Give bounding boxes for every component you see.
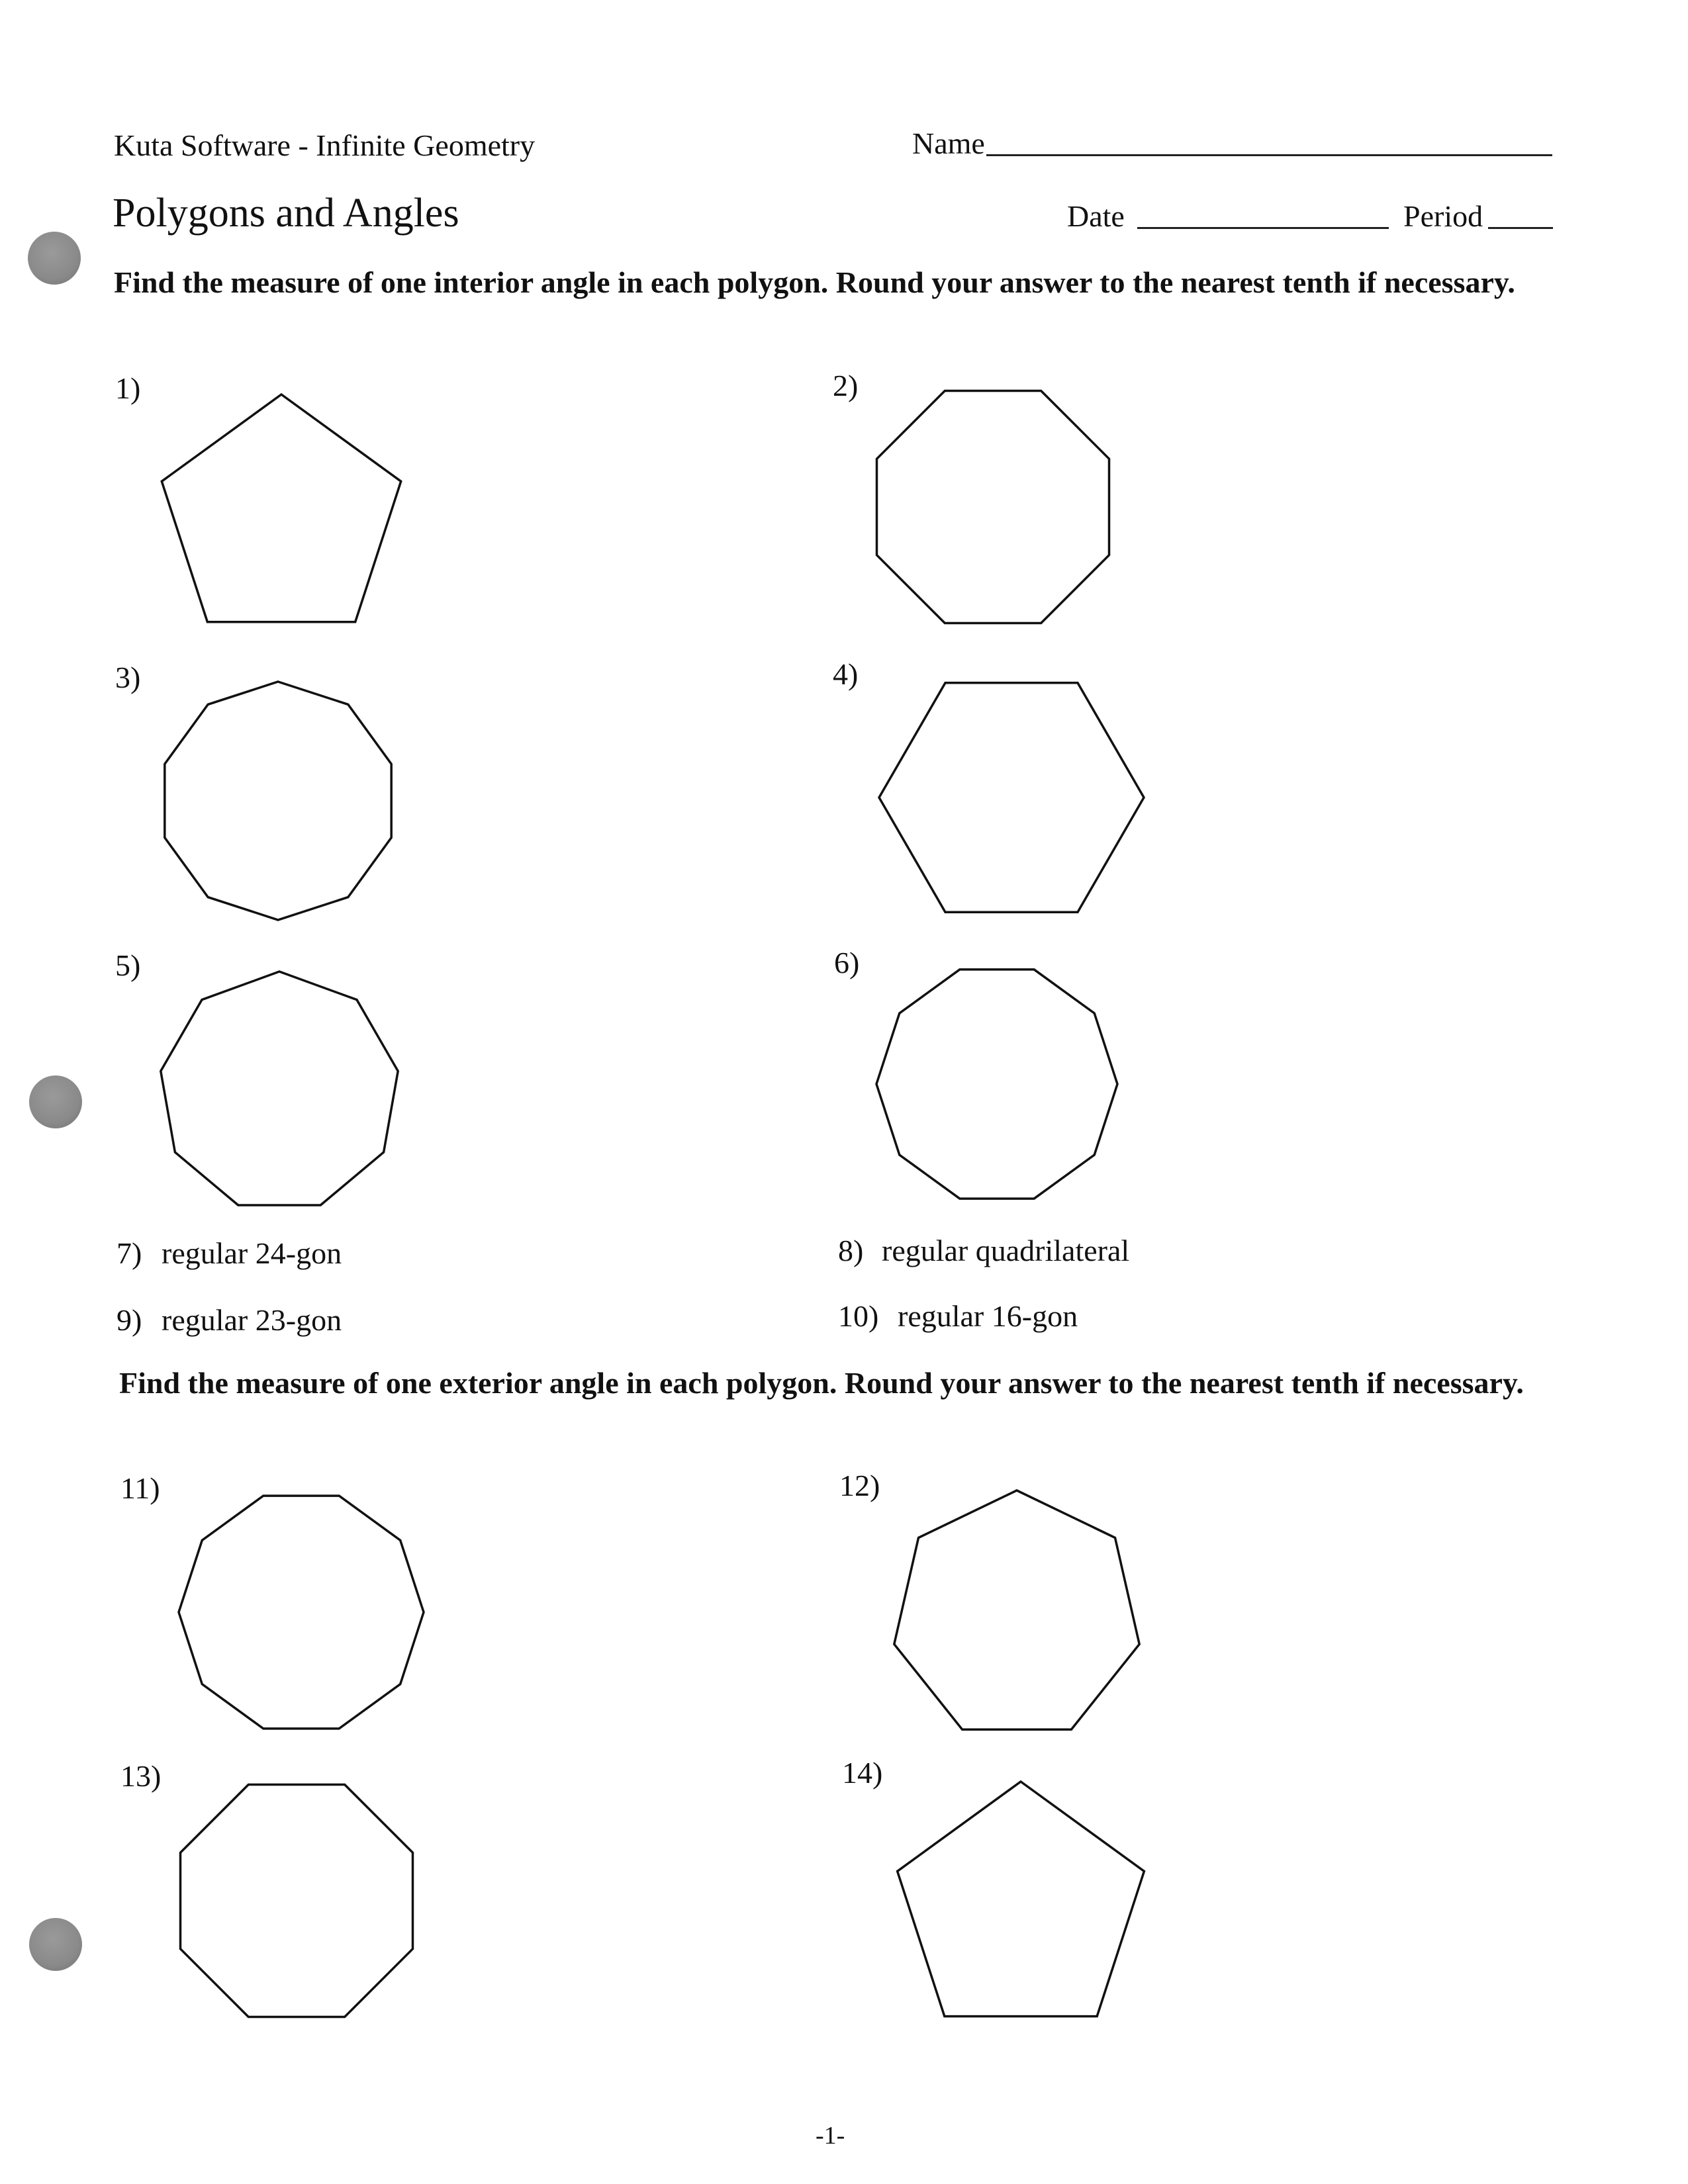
problem-10-text: regular 16-gon (898, 1299, 1078, 1333)
publisher-label: Kuta Software - Infinite Geometry (114, 128, 536, 162)
period-label: Period (1403, 199, 1483, 233)
problem-9-text: regular 23-gon (162, 1303, 342, 1337)
problem-14-number: 14) (842, 1756, 883, 1790)
problem-11-number: 11) (120, 1471, 160, 1505)
page-title: Polygons and Angles (113, 191, 459, 236)
section-1-instructions: Find the measure of one interior angle in each polygon. Round your answer to the nearest tenth if necessary. (114, 265, 1515, 299)
problem-7-number: 7) (117, 1236, 142, 1270)
problem-8-number: 8) (838, 1234, 864, 1267)
problem-6-number: 6) (834, 946, 860, 979)
problem-5-number: 5) (115, 948, 141, 982)
page-number: -1- (816, 2122, 845, 2150)
problem-13-number: 13) (120, 1759, 162, 1793)
problem-4-number: 4) (833, 657, 859, 691)
date-label: Date (1067, 199, 1125, 233)
problem-1-number: 1) (115, 371, 141, 405)
problem-9-number: 9) (117, 1303, 142, 1337)
problem-7-text: regular 24-gon (162, 1236, 342, 1270)
problem-3-number: 3) (115, 660, 141, 694)
name-label: Name (912, 126, 985, 160)
problem-8-text: regular quadrilateral (882, 1234, 1130, 1267)
problem-2-number: 2) (833, 369, 859, 402)
polygon-outline (898, 1782, 1145, 2017)
problem-12-number: 12) (839, 1469, 880, 1502)
section-2-instructions: Find the measure of one exterior angle in each polygon. Round your answer to the nearest tenth if necessary. (119, 1366, 1524, 1400)
problem-10-number: 10) (838, 1299, 879, 1333)
